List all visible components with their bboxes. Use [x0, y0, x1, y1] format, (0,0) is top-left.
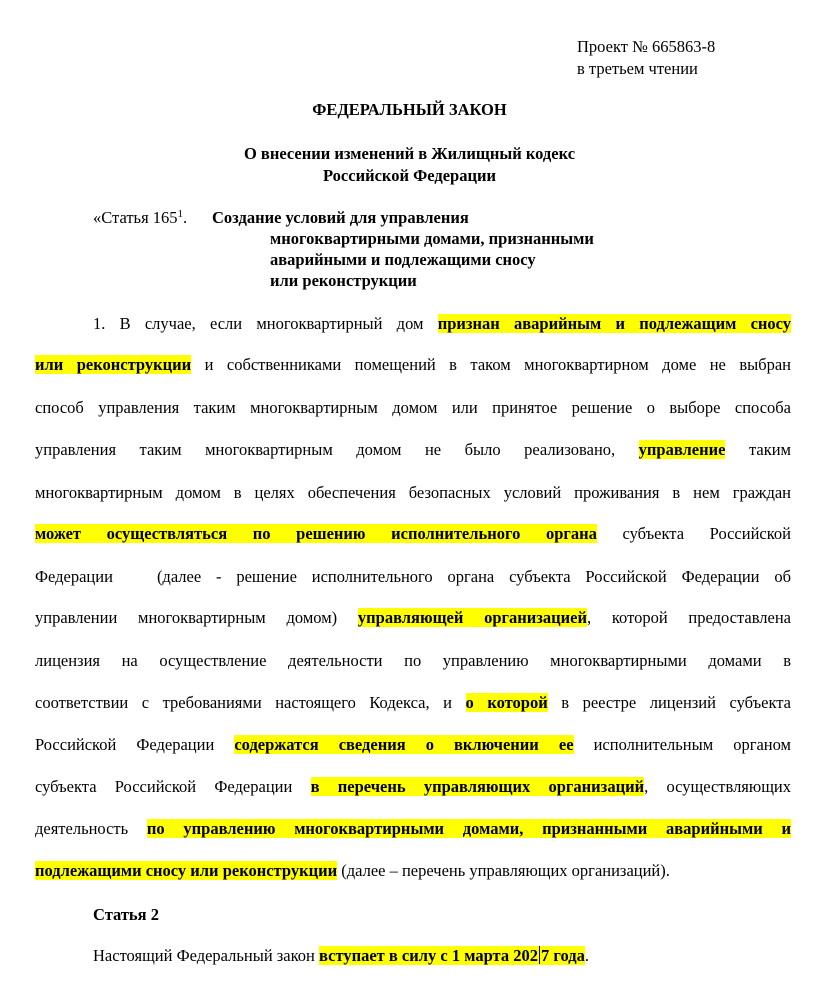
- text-run: субъекта Российской Федерации: [35, 777, 311, 796]
- paragraph-line-13: [35, 819, 791, 839]
- text-cursor: [539, 946, 540, 964]
- text-run: вступает в силу с 1 марта 202: [319, 946, 538, 965]
- highlighted-text: подлежащими сносу или реконструкции: [35, 861, 338, 880]
- law-title-line-2: Российской Федерации: [323, 166, 496, 185]
- highlighted-text: управление: [638, 440, 726, 459]
- article-2-heading: Статья 2: [93, 905, 159, 924]
- article-2-text: [93, 946, 589, 966]
- text-run: .: [584, 946, 589, 965]
- text-run: 7 года: [541, 946, 585, 965]
- text-run: (далее - решение исполнительного органа субъекта Российской Федерации об: [156, 567, 791, 586]
- text-run: (далее – перечень управляющих организаций).: [337, 861, 670, 880]
- reading-stage: в третьем чтении: [577, 59, 698, 78]
- highlighted-text: [319, 946, 585, 965]
- paragraph-line-10: [35, 693, 791, 713]
- project-number: Проект № 665863-8: [577, 37, 716, 56]
- paragraph-line-9: лицензия на осуществление деятельности по управлению многоквартирными домами в: [35, 651, 791, 670]
- text-run: таким: [725, 440, 791, 459]
- highlighted-text: содержатся сведения о включении ее: [234, 735, 574, 754]
- text-run: 1. В случае, если многоквартирный дом: [93, 314, 438, 333]
- article-165-title-line-4: или реконструкции: [270, 271, 417, 290]
- highlighted-text: по управлению многоквартирными домами, признанными аварийными и: [146, 819, 791, 838]
- text-run: управления таким многоквартирным домом не было реализовано,: [35, 440, 639, 459]
- highlighted-text: признан аварийным и подлежащим сносу: [437, 314, 792, 333]
- paragraph-line-8: [35, 608, 791, 628]
- article-165-suffix: .: [183, 208, 188, 227]
- paragraph-line-11: [35, 735, 791, 755]
- paragraph-line-5: многоквартирным домом в целях обеспечения безопасных условий проживания в нем граждан: [35, 483, 791, 502]
- text-run: Федерации: [35, 567, 113, 586]
- text-run: , осуществляющих: [644, 777, 791, 796]
- text-run: исполнительным органом: [573, 735, 791, 754]
- article-165-number: [93, 208, 187, 228]
- highlighted-text: может осуществляться по решению исполнительного органа: [35, 524, 597, 543]
- text-run: в реестре лицензий субъекта: [547, 693, 791, 712]
- paragraph-line-3: способ управления таким многоквартирным домом или принятое решение о выборе способа: [35, 398, 791, 417]
- paragraph-line-2: [35, 355, 791, 375]
- paragraph-line-14: [35, 861, 791, 881]
- text-run: , которой предоставлена: [587, 608, 791, 627]
- paragraph-line-7: [35, 567, 791, 587]
- text-run: Настоящий Федеральный закон: [93, 946, 320, 965]
- law-type-heading: ФЕДЕРАЛЬНЫЙ ЗАКОН: [312, 100, 507, 119]
- highlighted-text: о которой: [465, 693, 548, 712]
- text-run: управлении многоквартирным домом): [35, 608, 358, 627]
- paragraph-line-6: [35, 524, 791, 544]
- text-run: деятельность: [35, 819, 147, 838]
- highlighted-text: в перечень управляющих организаций: [310, 777, 645, 796]
- article-165-superscript: 1: [177, 208, 184, 220]
- article-165-title-line-3: аварийными и подлежащими сносу: [270, 250, 536, 269]
- text-run: субъекта Российской: [596, 524, 791, 543]
- article-165-prefix: «Статья 165: [93, 208, 178, 227]
- text-run: соответствии с требованиями настоящего Кодекса, и: [35, 693, 466, 712]
- highlighted-text: управляющей организацией: [357, 608, 587, 627]
- article-165-title-line-1: Создание условий для управления: [212, 208, 469, 227]
- text-run: Российской Федерации: [35, 735, 235, 754]
- article-165-title-line-2: многоквартирными домами, признанными: [270, 229, 594, 248]
- paragraph-line-12: [35, 777, 791, 797]
- highlighted-text: или реконструкции: [35, 355, 192, 374]
- paragraph-line-1: [93, 314, 791, 334]
- text-run: и собственниками помещений в таком многоквартирном доме не выбран: [191, 355, 791, 374]
- law-title-line-1: О внесении изменений в Жилищный кодекс: [243, 144, 576, 163]
- paragraph-line-4: [35, 440, 791, 460]
